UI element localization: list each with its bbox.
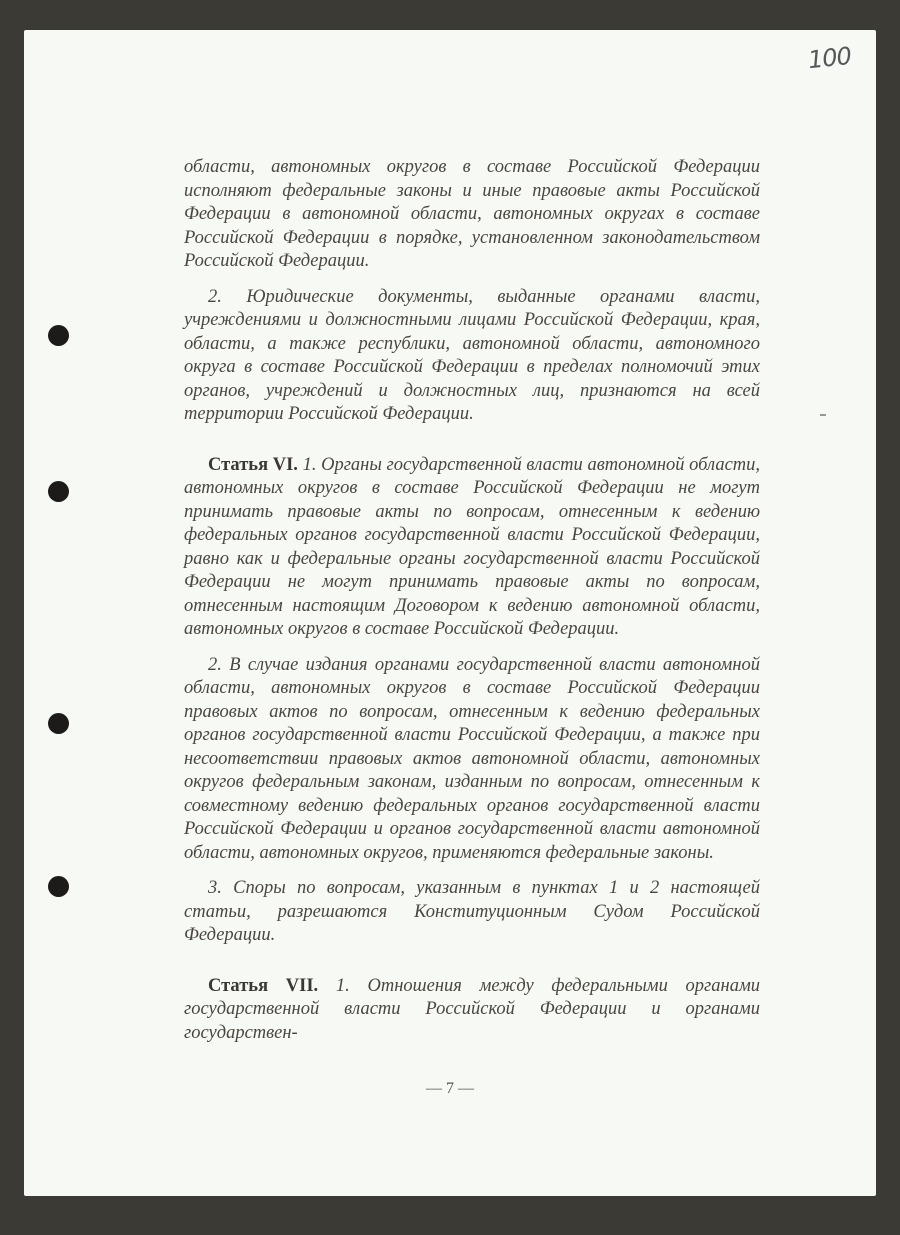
handwritten-page-number: 100 xyxy=(806,41,853,75)
article-6-heading: Статья VI. xyxy=(208,454,298,475)
article-7-heading: Статья VII. xyxy=(208,975,319,996)
article-6-paragraph-2: 2. В случае издания органами государственной власти автономной области, автономных округов в составе Российской Федерации правовых актов по вопросам, отнесенным к ведению федеральных органов государственной власти Российской Федерации, а также при несоответствии правовых актов автономной области, автономных округов федеральным законам, изданным по вопросам, отнесенным к совместному ведению федеральных органов государственной власти Российской Федерации и органов государственной власти автономной области, автономных округов, применяются федеральные законы. xyxy=(184,654,760,863)
article-6-paragraph-3: 3. Споры по вопросам, указанным в пунктах 1 и 2 настоящей статьи, разрешаются Конституционным Судом Российской Федерации. xyxy=(184,878,760,945)
punch-hole xyxy=(48,325,69,346)
document-body xyxy=(184,156,760,1057)
scan-speck xyxy=(820,414,826,416)
paragraph-legal-documents: 2. Юридические документы, выданные органами власти, учреждениями и должностными лицами Российской Федерации, края, области, а также республики, автономной области, автономного округа в составе Российской Федерации в пределах полномочий этих органов, учреждений и должностных лиц, признаются на всей территории Российской Федерации. xyxy=(184,286,760,424)
article-6-text: 1. Органы государственной власти автономной области, автономных округов в составе Российской Федерации не могут принимать правовые акты по вопросам, отнесенным к ведению федеральных органов государственной власти Российской Федерации, равно как и федеральные органы государственной власти Российской Федерации не могут принимать правовые акты по вопросам, отнесенным настоящим Договором к ведению автономной области, автономных округов в составе Российской Федерации. xyxy=(184,454,761,639)
punch-hole xyxy=(48,713,69,734)
article-7-paragraph-1 xyxy=(184,975,760,1046)
article-6-paragraph-1 xyxy=(184,454,760,642)
punch-hole xyxy=(48,481,69,502)
page-number: — 7 — xyxy=(426,1080,474,1097)
article-7-text: 1. Отношения между федеральными органами государственной власти Российской Федерации и органами государствен- xyxy=(184,975,761,1043)
paragraph-continuation: области, автономных округов в составе Российской Федерации исполняют федеральные законы и иные правовые акты Российской Федерации в автономной области, автономных округах в составе Российской Федерации в порядке, установленном законодательством Российской Федерации. xyxy=(184,157,760,271)
punch-hole xyxy=(48,876,69,897)
